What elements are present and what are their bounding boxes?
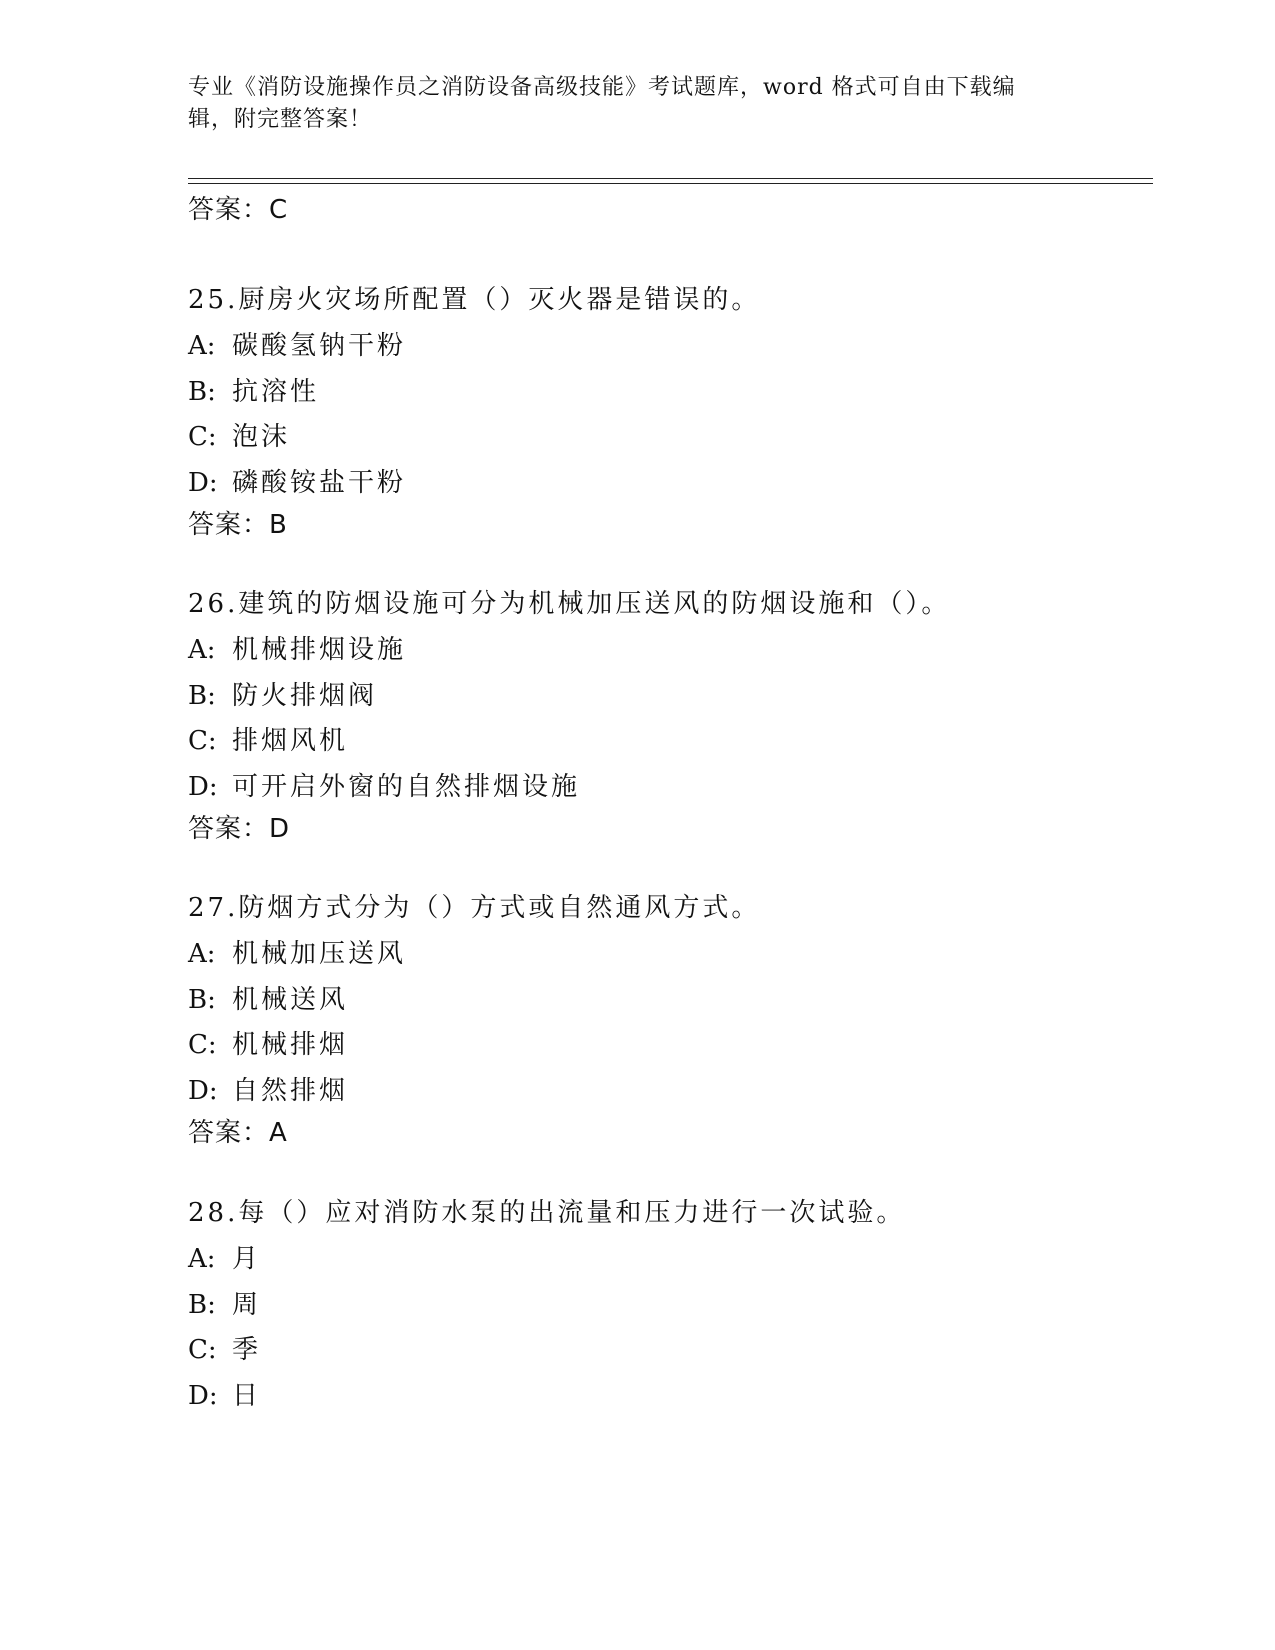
question-27 <box>188 890 1148 1118</box>
option-letter: C: <box>188 726 217 756</box>
option-letter: D: <box>188 771 218 802</box>
option-text: 周 <box>232 1289 262 1320</box>
question-25 <box>188 282 1148 510</box>
header-divider-top <box>188 178 1153 179</box>
option-letter: B: <box>188 680 216 711</box>
option-letter: B: <box>188 1289 216 1320</box>
answer-27: 答案：A <box>188 1118 288 1148</box>
option-letter: B: <box>188 376 216 407</box>
option-letter: D: <box>188 467 218 498</box>
option-letter: D: <box>188 1075 218 1106</box>
option-d <box>188 769 1148 815</box>
option-text: 抗溶性 <box>232 376 320 407</box>
option-b <box>188 678 1148 724</box>
question-26 <box>188 586 1148 814</box>
header-line-1: 专业《消防设施操作员之消防设备高级技能》考试题库，word 格式可自由下载编 <box>188 75 1016 100</box>
option-letter: A: <box>188 331 216 361</box>
option-letter: C: <box>188 422 217 452</box>
option-b <box>188 1287 1148 1333</box>
option-text: 泡沫 <box>232 422 291 452</box>
option-c <box>188 419 1148 465</box>
answer-25: 答案：B <box>188 510 288 540</box>
question-text: 25.厨房火灾场所配置（）灭火器是错误的。 <box>188 285 761 315</box>
option-letter: C: <box>188 1030 217 1060</box>
question-text: 27.防烟方式分为（）方式或自然通风方式。 <box>188 893 761 923</box>
option-text: 月 <box>232 1244 262 1274</box>
option-letter: D: <box>188 1380 218 1411</box>
option-text: 自然排烟 <box>232 1075 349 1106</box>
option-text: 机械送风 <box>232 984 349 1015</box>
option-letter: B: <box>188 984 216 1015</box>
option-text: 机械加压送风 <box>232 939 407 969</box>
header-note <box>188 72 1068 136</box>
header-divider-bottom <box>188 183 1153 184</box>
option-a <box>188 328 1148 374</box>
option-text: 机械排烟 <box>232 1030 349 1060</box>
option-text: 季 <box>232 1335 262 1365</box>
option-a <box>188 936 1148 982</box>
answer-26: 答案：D <box>188 814 291 844</box>
option-letter: A: <box>188 939 216 969</box>
option-text: 排烟风机 <box>232 726 349 756</box>
question-text: 26.建筑的防烟设施可分为机械加压送风的防烟设施和（）。 <box>188 589 951 619</box>
option-letter: A: <box>188 635 216 665</box>
option-a <box>188 632 1148 678</box>
question-text: 28.每（）应对消防水泵的出流量和压力进行一次试验。 <box>188 1198 906 1228</box>
option-text: 磷酸铵盐干粉 <box>232 467 407 498</box>
option-text: 防火排烟阀 <box>232 680 378 711</box>
option-d <box>188 465 1148 511</box>
previous-answer: 答案：C <box>188 195 289 225</box>
question-28 <box>188 1195 1148 1423</box>
option-text: 机械排烟设施 <box>232 635 407 665</box>
option-letter: A: <box>188 1244 216 1274</box>
option-d <box>188 1073 1148 1119</box>
option-text: 可开启外窗的自然排烟设施 <box>232 771 581 802</box>
option-c <box>188 1027 1148 1073</box>
option-text: 碳酸氢钠干粉 <box>232 331 407 361</box>
option-b <box>188 374 1148 420</box>
option-text: 日 <box>232 1380 262 1411</box>
header-line-2: 辑，附完整答案！ <box>188 107 373 132</box>
option-c <box>188 723 1148 769</box>
option-b <box>188 982 1148 1028</box>
option-a <box>188 1241 1148 1287</box>
option-letter: C: <box>188 1335 217 1365</box>
option-c <box>188 1332 1148 1378</box>
option-d <box>188 1378 1148 1424</box>
